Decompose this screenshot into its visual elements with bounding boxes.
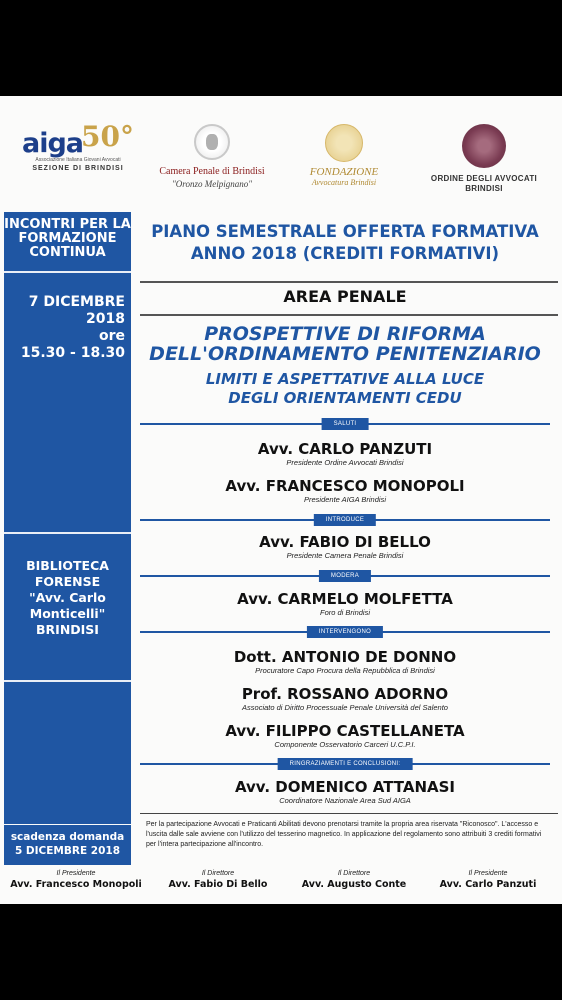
signatures: [0, 870, 562, 900]
camera-penale-name: Camera Penale di Brindisi: [159, 166, 265, 177]
ordine-avvocati-logo: [418, 124, 550, 194]
speaker-name: Avv. CARMELO MOLFETTA: [237, 590, 453, 608]
signature: [284, 870, 424, 890]
venue-line: Monticelli": [29, 606, 106, 621]
participation-notice: Per la partecipazione Avvocati e Praticanti Abilitati devono prenotarsi tramite la propria area riservata "Riconosco". L'accesso e l'uscita dalle sale avviene con l'utilizzo del tesserino magnetico. In applicazione del regolamento sono attribuiti 3 crediti formativi per l'intera partecipazione all'incontro.: [146, 821, 542, 848]
speaker-name: Avv. CARLO PANZUTI: [257, 440, 433, 458]
sidebar-divider: [4, 532, 131, 534]
speaker-monopoli: [140, 477, 550, 505]
signature-name: Avv. Augusto Conte: [301, 879, 407, 890]
speaker-name: Avv. DOMENICO ATTANASI: [234, 778, 456, 796]
aiga-association: Associazione Italiana Giovani Avvocati: [35, 157, 121, 163]
sidebar-datetime: [4, 294, 131, 362]
fondazione-logo: [290, 124, 398, 187]
event-subtitle: [140, 370, 550, 408]
divider: [140, 314, 558, 316]
venue-line: BIBLIOTECA: [26, 558, 109, 573]
speaker-name: Dott. ANTONIO DE DONNO: [233, 648, 457, 666]
speaker-role: Procuratore Capo Procura della Repubblica di Brindisi: [255, 666, 435, 675]
sidebar-incontri-line: FORMAZIONE: [18, 231, 117, 246]
divider: [140, 281, 558, 283]
section-bar-conclusioni: [140, 758, 550, 770]
section-bar-saluti: [140, 418, 550, 430]
flyer: [0, 96, 562, 904]
event-time: 15.30 - 18.30: [20, 345, 125, 361]
sidebar-divider: [4, 680, 131, 682]
plan-title-line1: PIANO SEMESTRALE OFFERTA FORMATIVA: [151, 222, 539, 241]
event-title: [140, 324, 550, 364]
venue-line: BRINDISI: [36, 622, 99, 637]
speaker-name: Avv. FRANCESCO MONOPOLI: [225, 477, 465, 495]
fondazione-subtitle: Avvocatura Brindisi: [311, 178, 377, 187]
fondazione-name: FONDAZIONE: [309, 166, 379, 178]
signature-title: Il Direttore: [201, 870, 235, 877]
logo-header: [0, 96, 562, 208]
ordine-line2: BRINDISI: [465, 184, 503, 193]
event-date: 7 DICEMBRE: [28, 294, 125, 310]
signature: [418, 870, 558, 890]
section-label: INTERVENGONO: [307, 626, 383, 638]
aiga-wordmark: aiga: [22, 128, 84, 159]
signature-title: Il Presidente: [56, 870, 96, 877]
aiga-logo: [22, 120, 134, 172]
section-bar-introduce: [140, 514, 550, 526]
signature-title: Il Direttore: [337, 870, 371, 877]
speaker-name: Avv. FILIPPO CASTELLANETA: [225, 722, 465, 740]
speaker-role: Componente Osservatorio Carceri U.C.P.I.: [274, 740, 416, 749]
section-bar-intervengono: [140, 626, 550, 638]
section-label: RINGRAZIAMENTI E CONCLUSIONI:: [278, 758, 413, 770]
section-label: SALUTI: [322, 418, 369, 430]
speaker-dedonno: [140, 648, 550, 676]
deadline-date: 5 DICEMBRE 2018: [14, 845, 121, 857]
speaker-castellaneta: [140, 722, 550, 750]
deadline-box: [4, 825, 131, 865]
aiga-50-mark: 50°: [81, 120, 134, 153]
speaker-panzuti: [140, 440, 550, 468]
camera-penale-logo: [150, 124, 274, 189]
section-label: INTRODUCE: [314, 514, 376, 526]
speaker-role: Presidente Ordine Avvocati Brindisi: [286, 458, 404, 467]
speaker-role: Presidente AIGA Brindisi: [304, 495, 386, 504]
aiga-section: SEZIONE DI BRINDISI: [32, 165, 124, 172]
speaker-molfetta: [140, 590, 550, 618]
speaker-adorno: [140, 685, 550, 713]
plan-title: [140, 221, 550, 265]
ordine-seal-icon: [462, 124, 506, 168]
camera-penale-seal-icon: [194, 124, 230, 160]
section-label: MODERA: [319, 570, 371, 582]
signature-name: Avv. Carlo Panzuti: [439, 879, 537, 890]
event-title-line1: PROSPETTIVE DI RIFORMA: [204, 323, 486, 345]
signature-name: Avv. Francesco Monopoli: [10, 879, 142, 890]
ordine-line1: ORDINE DEGLI AVVOCATI: [430, 174, 538, 183]
sidebar-venue: [4, 558, 131, 638]
sidebar-incontri: [4, 218, 131, 260]
sidebar-incontri-line: CONTINUA: [29, 245, 106, 260]
divider: [140, 813, 558, 814]
speaker-role: Associato di Diritto Processuale Penale Università del Salento: [242, 703, 448, 712]
event-year: 2018: [86, 311, 125, 327]
speaker-role: Foro di Brindisi: [319, 608, 371, 617]
signature-title: Il Presidente: [468, 870, 508, 877]
plan-title-line2: ANNO 2018 (CREDITI FORMATIVI): [190, 244, 500, 263]
venue-line: "Avv. Carlo: [29, 590, 106, 605]
fondazione-emblem-icon: [325, 124, 363, 162]
section-bar-modera: [140, 570, 550, 582]
sidebar-divider: [4, 271, 131, 273]
speaker-attanasi: [140, 778, 550, 806]
event-title-line2: DELL'ORDINAMENTO PENITENZIARIO: [149, 343, 541, 365]
venue-line: FORENSE: [34, 574, 101, 589]
speaker-name: Avv. FABIO DI BELLO: [259, 533, 431, 551]
speaker-role: Coordinatore Nazionale Area Sud AIGA: [279, 796, 411, 805]
deadline-label: scadenza domanda: [10, 831, 125, 843]
area-title: AREA PENALE: [283, 287, 407, 306]
speaker-dibello: [140, 533, 550, 561]
speaker-role: Presidente Camera Penale Brindisi: [286, 551, 404, 560]
sidebar-incontri-line: INCONTRI PER LA: [4, 217, 131, 232]
event-subtitle-line2: DEGLI ORIENTAMENTI CEDU: [228, 389, 462, 407]
sidebar: [4, 212, 131, 824]
camera-penale-subtitle: "Oronzo Melpignano": [172, 179, 252, 189]
speaker-name: Prof. ROSSANO ADORNO: [241, 685, 449, 703]
signature: [6, 870, 146, 890]
event-subtitle-line1: LIMITI E ASPETTATIVE ALLA LUCE: [205, 370, 485, 388]
signature-name: Avv. Fabio Di Bello: [168, 879, 268, 890]
event-ore-label: ore: [98, 328, 125, 344]
signature: [148, 870, 288, 890]
